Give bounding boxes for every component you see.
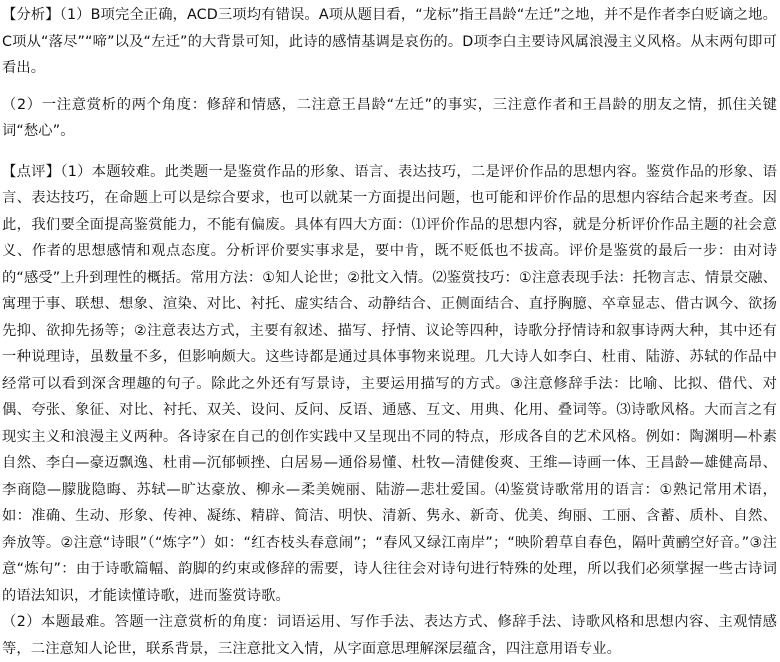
comment-part-2-text: （2）本题最难。答题一注意赏析的角度：词语运用、写作手法、表达方式、修辞手法、诗歌风格和思想内容、主观情感等，二注意知人论世，联系背景，三注意批文入情，从字面意思理解深层蕴含，四注意用语专业。 — [2, 614, 777, 657]
comment-paragraph-2 — [2, 609, 777, 662]
comment-part-1-text: （1）本题较难。此类题一是鉴赏作品的形象、语言、表达技巧，二是评价作品的思想内容。鉴赏作品的形象、语言、表达技巧，在命题上可以是综合要求，也可以就某一方面提出问题，也可能和评价作品的思想内容结合起来考查。因此，我们要全面提高鉴赏能力，不能有偏废。具体有四大方面：⑴评价作品的思想内容，就是分析评价作品主题的社会意义、作者的思想感情和观点态度。分析评价要实事求是，要中肯，既不贬低也不拔高。评价是鉴赏的最后一步：由对诗的“感受”上升到理性的概括。常用方法：①知人论世；②批文入情。⑵鉴赏技巧：①注意表现手法：托物言志、情景交融、寓理于事、联想、想象、渲染、对比、衬托、虚实结合、动静结合、正侧面结合、直抒胸臆、卒章显志、借古讽今、欲扬先抑、欲抑先扬等；②注意表达方式，主要有叙述、描写、抒情、议论等四种，诗歌分抒情诗和叙事诗两大种，其中还有一种说理诗，虽数量不多，但影响颇大。这些诗都是通过具体事物来说理。几大诗人如李白、杜甫、陆游、苏轼的作品中经常可以看到深含理趣的句子。除此之外还有写景诗，主要运用描写的方式。③注意修辞手法：比喻、比拟、借代、对偶、夸张、象征、对比、衬托、双关、设问、反问、反语、通感、互文、用典、化用、叠词等。⑶诗歌风格。大而言之有现实主义和浪漫主义两种。各诗家在自己的创作实践中又呈现出不同的特点，形成各自的艺术风格。例如：陶渊明—朴素自然、李白—豪迈飘逸、杜甫—沉郁顿挫、白居易—通俗易懂、杜牧—清健俊爽、王维—诗画一体、王昌龄—雄健高昂、李商隐—朦胧隐晦、苏轼—旷达豪放、柳永—柔美婉丽、陆游—悲壮爱国。⑷鉴赏诗歌常用的语言：①熟记常用术语，如：准确、生动、形象、传神、凝练、精辟、简洁、明快、清新、隽永、新奇、优美、绚丽、工丽、含蓄、质朴、自然、奔放等。②注意“诗眼”（“炼字”）如：“红杏枝头春意闹”；“春风又绿江南岸”；“映阶碧草自春色，隔叶黄鹂空好音。”③注意“炼句”：由于诗歌篇幅、韵脚的约束或修辞的需要，诗人往往会对诗句进行特殊的处理，所以我们必须掌握一些古诗词的语法知识，才能读懂诗歌，进而鉴赏诗歌。 — [2, 163, 777, 604]
analysis-part-1-text: （1）B项完全正确，ACD三项均有错误。A项从题目看，“龙标”指王昌龄“左迁”之地，并不是作者李白贬谪之地。C项从“落尽”“啼”以及“左迁”的大背景可知，此诗的感情基调是哀伤的。D项李白主要诗风属浪漫主义风格。从末两句即可看出。 — [2, 7, 778, 76]
analysis-tag: 【分析】 — [2, 7, 60, 23]
comment-paragraph-1 — [2, 159, 777, 610]
analysis-paragraph-2 — [2, 92, 777, 145]
analysis-paragraph-1 — [2, 2, 777, 82]
analysis-part-2-text: （2）一注意赏析的两个角度：修辞和情感，二注意王昌龄“左迁”的事实，三注意作者和王昌龄的朋友之情，抓住关键词“愁心”。 — [2, 96, 777, 139]
comment-tag: 【点评】 — [2, 163, 61, 180]
